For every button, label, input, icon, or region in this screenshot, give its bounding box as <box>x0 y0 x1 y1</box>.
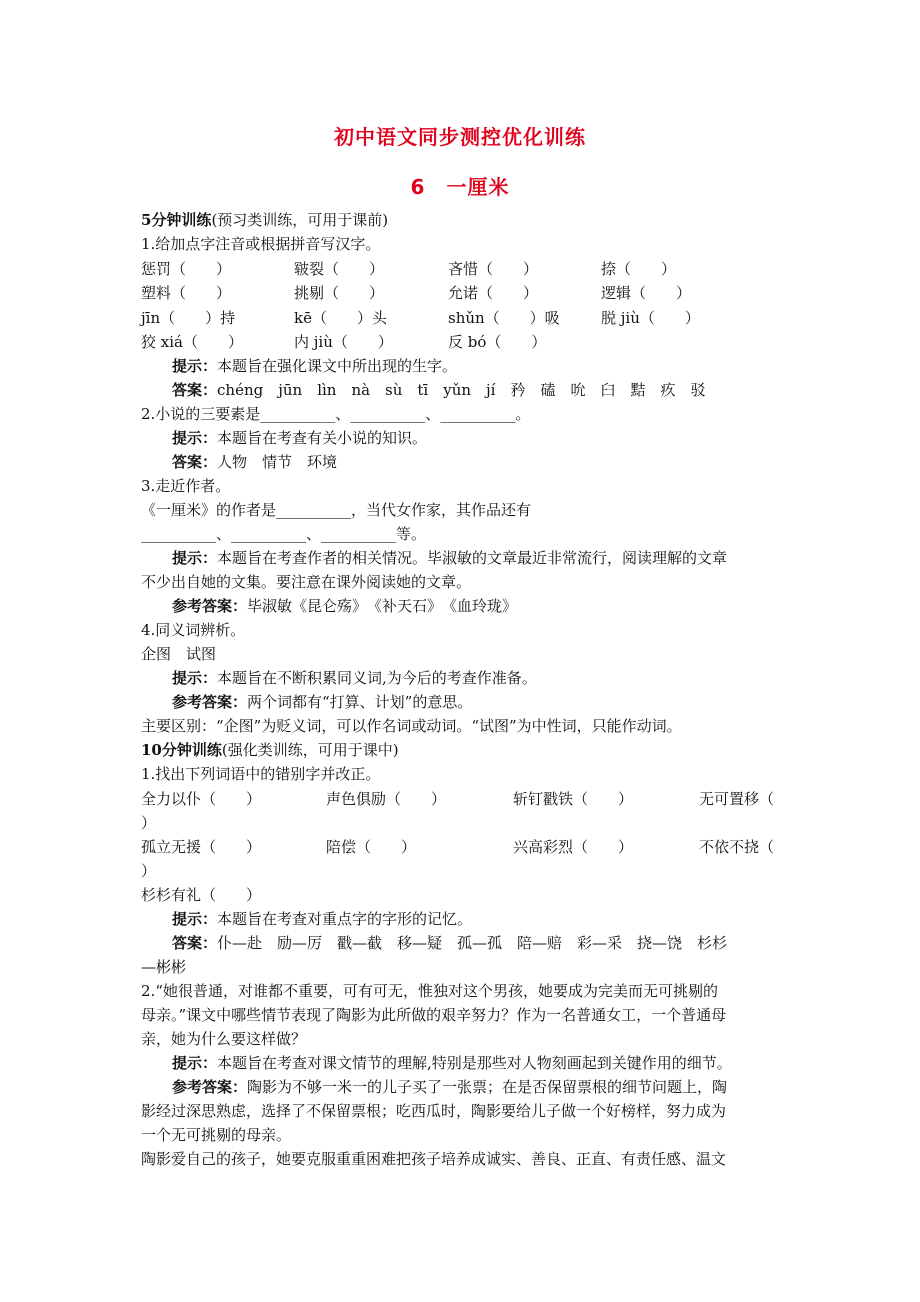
grid-cell: 捺（ ） <box>601 260 677 278</box>
grid-cell: 斩钉戳铁（ ） <box>513 790 634 808</box>
question-text: 4.同义词辨析。 <box>141 621 246 639</box>
question-text: 3.走近作者。 <box>141 477 231 495</box>
document-title: 初中语文同步测控优化训练 <box>334 125 586 149</box>
answer-line: 参考答案：两个词都有“打算、计划”的意思。 <box>172 693 473 711</box>
grid-cell: 吝惜（ ） <box>448 260 539 278</box>
question-text: 《一厘米》的作者是__________，当代女作家，其作品还有 <box>141 501 532 519</box>
grid-cell: 兴高彩烈（ ） <box>513 838 634 856</box>
question-text: 2.小说的三要素是__________、__________、__________。 <box>141 405 531 423</box>
grid-cell: 逻辑（ ） <box>601 284 692 302</box>
question-text: 1.给加点字注音或根据拼音写汉字。 <box>141 235 381 253</box>
lesson-title: 6 一厘米 <box>410 175 510 199</box>
hint-line: 不少出自她的文集。要注意在课外阅读她的文章。 <box>141 573 472 591</box>
answer-line: 答案：人物 情节 环境 <box>172 453 338 471</box>
grid-cell: 声色俱励（ ） <box>326 790 447 808</box>
grid-cell: 杉杉有礼（ ） <box>141 886 262 904</box>
section-heading: 5分钟训练(预习类训练，可用于课前) <box>141 211 389 229</box>
grid-cell: 皲裂（ ） <box>294 260 385 278</box>
answer-line: 答案：chéng jūn lìn nà sù tī yǔn jí 矜 磕 吮 臼 黠 疚 驳 <box>172 381 706 399</box>
hint-line: 提示：本题旨在考查有关小说的知识。 <box>172 429 428 447</box>
answer-line: 参考答案：陶影为不够一米一的儿子买了一张票；在是否保留票根的细节问题上，陶 <box>172 1078 728 1096</box>
grid-cell: ） <box>141 862 157 880</box>
answer-line: 陶影爱自己的孩子，她要克服重重困难把孩子培养成诚实、善良、正直、有责任感、温文 <box>141 1150 727 1168</box>
question-text: 1.找出下列词语中的错别字并改正。 <box>141 765 381 783</box>
grid-cell: 反 bó（ ） <box>448 333 547 351</box>
grid-cell: 狡 xiá（ ） <box>141 333 243 351</box>
grid-cell: 惩罚（ ） <box>141 260 232 278</box>
grid-cell: 不依不挠（ <box>699 838 775 856</box>
hint-line: 提示：本题旨在强化课文中所出现的生字。 <box>172 357 458 375</box>
answer-line: 影经过深思熟虑，选择了不保留票根；吃西瓜时，陶影要给儿子做一个好榜样，努力成为 <box>141 1102 727 1120</box>
grid-cell: ） <box>141 814 157 832</box>
grid-cell: 塑料（ ） <box>141 284 232 302</box>
question-text: 2.“她很普通，对谁都不重要，可有可无，惟独对这个男孩，她要成为完美而无可挑剔的 <box>141 982 718 1000</box>
question-text: 亲，她为什么要这样做？ <box>141 1030 307 1048</box>
question-text: 企图 试图 <box>141 645 217 663</box>
grid-cell: 挑剔（ ） <box>294 284 385 302</box>
grid-cell: 脱 jiù（ ） <box>601 309 700 327</box>
grid-cell: 孤立无援（ ） <box>141 838 262 856</box>
hint-line: 提示：本题旨在考查作者的相关情况。毕淑敏的文章最近非常流行，阅读理解的文章 <box>172 549 728 567</box>
grid-cell: jīn（ ）持 <box>141 309 236 327</box>
question-text: 母亲。”课文中哪些情节表现了陶影为此所做的艰辛努力？作为一名普通女工，一个普通母 <box>141 1006 727 1024</box>
answer-line: 一个无可挑剔的母亲。 <box>141 1126 292 1144</box>
grid-cell: 陪偿（ ） <box>326 838 417 856</box>
answer-line: —彬彬 <box>141 958 187 976</box>
hint-line: 提示：本题旨在考查对重点字的字形的记忆。 <box>172 910 473 928</box>
grid-cell: 无可置移（ <box>699 790 775 808</box>
grid-cell: kē（ ）头 <box>294 309 387 327</box>
answer-line: 答案：仆—赴 励—厉 戳—截 移—疑 孤—孤 陪—赔 彩—采 挠—饶 杉杉 <box>172 934 728 952</box>
grid-cell: 内 jiù（ ） <box>294 333 393 351</box>
hint-line: 提示：本题旨在不断积累同义词,为今后的考查作准备。 <box>172 669 537 687</box>
grid-cell: 全力以仆（ ） <box>141 790 262 808</box>
grid-cell: 允诺（ ） <box>448 284 539 302</box>
hint-line: 提示：本题旨在考查对课文情节的理解,特别是那些对人物刻画起到关键作用的细节。 <box>172 1054 732 1072</box>
answer-line: 参考答案：毕淑敏《昆仑殇》 《补天石》 《血玲珑》 <box>172 597 518 615</box>
section-heading: 10分钟训练(强化类训练，可用于课中) <box>141 741 399 759</box>
answer-line: 主要区别：“企图”为贬义词，可以作名词或动词。“试图”为中性词，只能作动词。 <box>141 717 682 735</box>
grid-cell: shǔn（ ）吸 <box>448 309 560 327</box>
question-text: __________、__________、__________等。 <box>141 525 427 543</box>
